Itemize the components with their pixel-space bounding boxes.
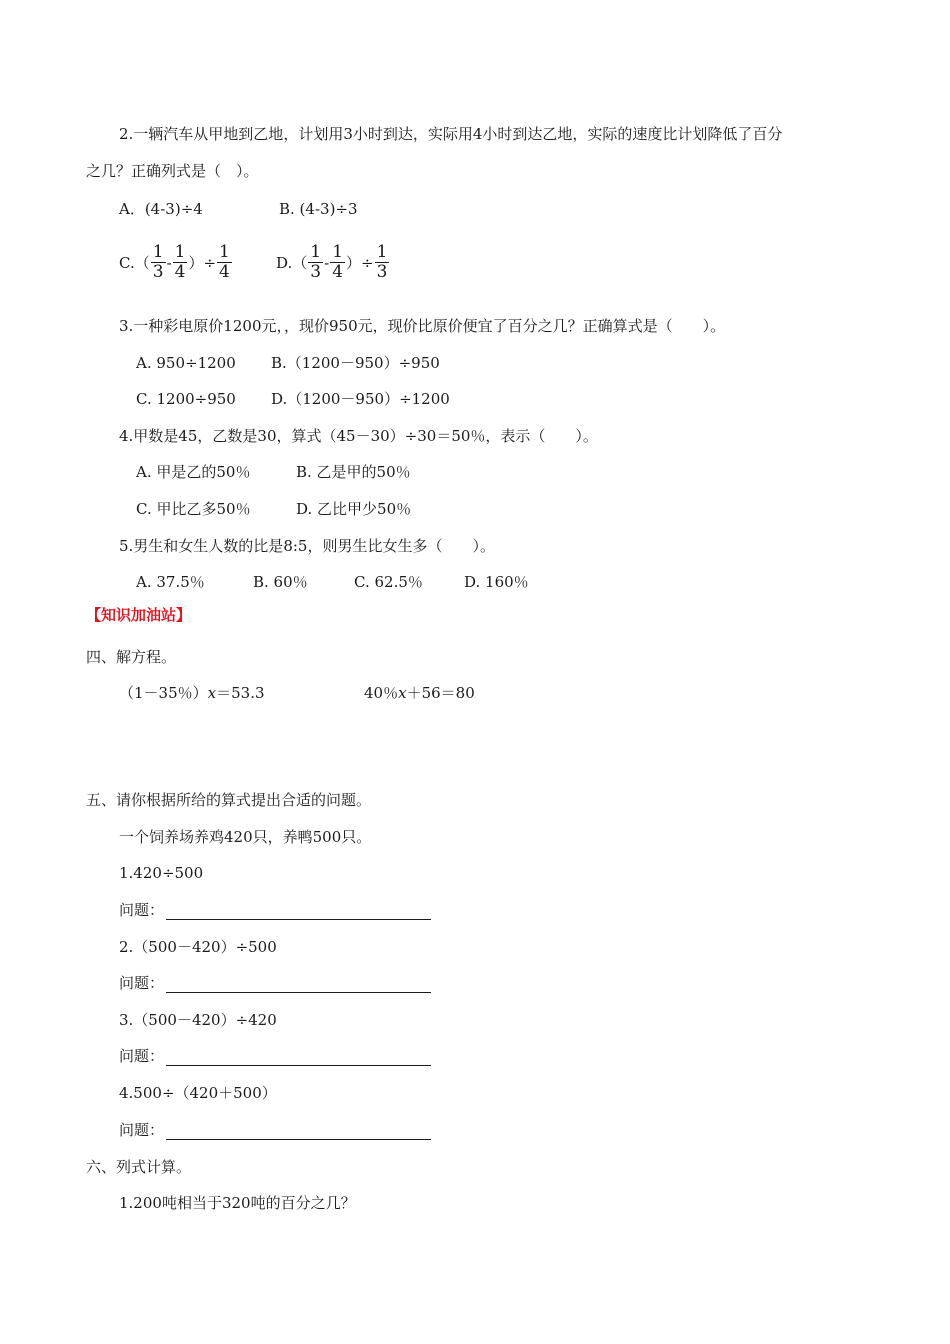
- denominator: 4: [174, 262, 186, 282]
- paren-open: （: [134, 254, 150, 272]
- equation-2: [364, 683, 475, 703]
- section-5-context: 一个饲养场养鸡420只，养鸭500只。: [119, 828, 372, 846]
- numerator: 1: [376, 242, 388, 262]
- denominator: 3: [152, 262, 164, 282]
- paren-close-divide: ）÷: [188, 254, 217, 272]
- section-6-item-1: 1.200吨相当于320吨的百分之几？: [119, 1194, 356, 1212]
- q3-option-d: D.（1200－950）÷1200: [271, 390, 450, 408]
- question-row-3: [119, 1046, 431, 1066]
- equation-1-prefix: （1－35％）: [119, 684, 208, 702]
- q2-option-d: [276, 243, 390, 282]
- q2-stem-line1: 2.一辆汽车从甲地到乙地，计划用3小时到达，实际用4小时到达乙地，实际的速度比计划降低了百分: [119, 125, 783, 143]
- paren-close-divide: ）÷: [346, 254, 374, 272]
- fraction: [173, 243, 188, 282]
- question-label: 问题：: [119, 1047, 165, 1065]
- q5-option-a: A. 37.5％: [136, 573, 205, 591]
- denominator: 4: [332, 262, 344, 282]
- numerator: 1: [152, 242, 164, 262]
- section-4-title: 四、解方程。: [86, 648, 177, 666]
- fraction: [330, 243, 345, 282]
- question-row-2: [119, 973, 431, 993]
- question-row-1: [119, 900, 431, 920]
- equation-2-suffix: ＋56＝80: [406, 684, 475, 702]
- fraction: [375, 243, 390, 282]
- denominator: 3: [310, 262, 322, 282]
- section-6-title: 六、列式计算。: [86, 1158, 192, 1176]
- expression-2: 2.（500－420）÷500: [119, 938, 277, 956]
- q4-option-d: D. 乙比甲少50％: [296, 500, 412, 518]
- expression-3: 3.（500－420）÷420: [119, 1011, 277, 1029]
- q3-option-b: B.（1200－950）÷950: [271, 354, 440, 372]
- variable-x: x: [207, 684, 217, 702]
- answer-blank[interactable]: [166, 974, 431, 993]
- section-5-title: 五、请你根据所给的算式提出合适的问题。: [86, 791, 372, 809]
- equation-1: [119, 683, 265, 703]
- q5-option-d: D. 160％: [464, 573, 529, 591]
- denominator: 3: [376, 262, 388, 282]
- answer-blank[interactable]: [166, 901, 431, 920]
- question-label: 问题：: [119, 974, 165, 992]
- fraction: [308, 243, 323, 282]
- answer-blank[interactable]: [166, 1047, 431, 1066]
- numerator: 1: [174, 242, 186, 262]
- paren-open: （: [292, 254, 308, 272]
- numerator: 1: [332, 242, 344, 262]
- fraction: [217, 243, 232, 282]
- answer-blank[interactable]: [166, 1121, 431, 1140]
- numerator: 1: [310, 242, 322, 262]
- fraction: [151, 243, 166, 282]
- q2-stem-line2: 之几？正确列式是（ ）。: [86, 162, 259, 180]
- q5-option-c: C. 62.5％: [354, 573, 423, 591]
- equation-1-suffix: ＝53.3: [216, 684, 265, 702]
- variable-x: x: [398, 684, 407, 702]
- q2-option-b: B. (4-3)÷3: [279, 200, 358, 218]
- q4-option-a: A. 甲是乙的50％: [136, 463, 251, 481]
- denominator: 4: [219, 262, 230, 282]
- option-label: C.: [119, 253, 135, 272]
- expression-4: 4.500÷（420＋500）: [119, 1084, 277, 1102]
- q5-stem: 5.男生和女生人数的比是8:5，则男生比女生多（ ）。: [119, 537, 495, 555]
- expression-1: 1.420÷500: [119, 864, 204, 882]
- question-row-4: [119, 1120, 431, 1140]
- q2-option-c: [119, 243, 233, 282]
- q3-option-c: C. 1200÷950: [136, 390, 236, 408]
- q4-option-b: B. 乙是甲的50％: [296, 463, 411, 481]
- q5-option-b: B. 60％: [253, 573, 308, 591]
- numerator: 1: [219, 242, 230, 262]
- question-label: 问题：: [119, 1121, 165, 1139]
- option-label: D.: [276, 253, 293, 272]
- knowledge-station-heading: 【知识加油站】: [86, 606, 192, 624]
- q4-stem: 4.甲数是45，乙数是30，算式（45－30）÷30＝50％，表示（ ）。: [119, 427, 598, 445]
- q2-option-a: A．(4-3)÷4: [119, 200, 203, 218]
- q3-stem: 3.一种彩电原价1200元，，现价950元，现价比原价便宜了百分之几？正确算式是（ ）。: [119, 317, 726, 335]
- equation-2-prefix: 40％: [364, 684, 399, 702]
- q3-option-a: A. 950÷1200: [136, 354, 236, 372]
- minus-sign: -: [324, 253, 330, 272]
- minus-sign: -: [166, 253, 172, 272]
- question-label: 问题：: [119, 901, 165, 919]
- q4-option-c: C. 甲比乙多50％: [136, 500, 251, 518]
